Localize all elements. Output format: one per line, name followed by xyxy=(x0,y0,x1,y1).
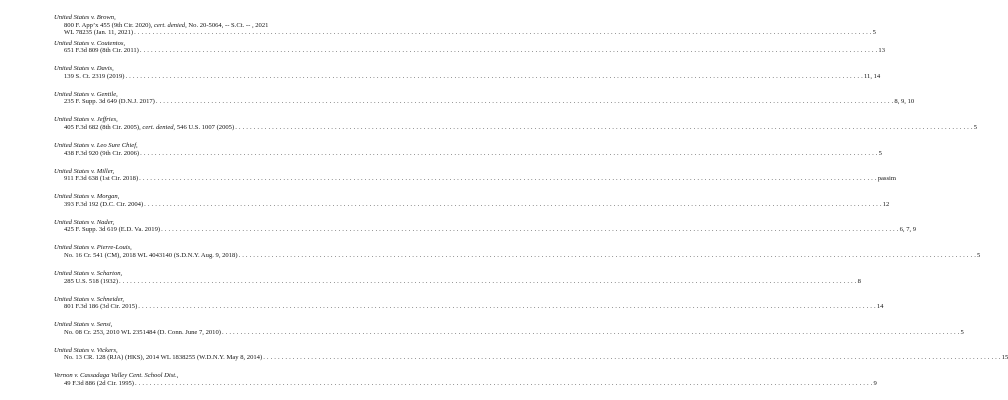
citation-line xyxy=(54,277,861,286)
case-name: United States v. Coutentos, xyxy=(54,39,126,47)
case-name: United States v. Brown, xyxy=(54,14,116,21)
case-name: United States v. Jeffries, xyxy=(54,116,118,124)
dot-leader: . . . . . . . . . . . . . . . . . . . . . . . . . . . . . . . . . . . . . . . . . . . . . . . . . . . . . . . . . . . . . . . . . . . . . . . . . . . . . . . . . . . . . . . . . . . . . . . . . . . . . . . . . . . . . . . . . . . . . . . . . . . . . . . . . . . . . . . . . . . . . . . . . . . . . . . . . . . . . . . . . . . . . . . . . . . . . . . . . . . . . . . . . . . . . . . . . . . . . . . . xyxy=(161,226,899,234)
citation-line xyxy=(54,72,881,81)
dot-leader: . . . . . . . . . . . . . . . . . . . . . . . . . . . . . . . . . . . . . . . . . . . . . . . . . . . . . . . . . . . . . . . . . . . . . . . . . . . . . . . . . . . . . . . . . . . . . . . . . . . . . . . . . . . . . . . . . . . . . . . . . . . . . . . . . . . . . . . . . . . . . . . . . . . . . . . . . . . . . . . . . . . . . . . . . . . . . . . . . . . . . . . . . . . . . . . . . . . . . . . . xyxy=(139,175,877,183)
authority-entry xyxy=(54,141,882,168)
dot-leader: . . . . . . . . . . . . . . . . . . . . . . . . . . . . . . . . . . . . . . . . . . . . . . . . . . . . . . . . . . . . . . . . . . . . . . . . . . . . . . . . . . . . . . . . . . . . . . . . . . . . . . . . . . . . . . . . . . . . . . . . . . . . . . . . . . . . . . . . . . . . . . . . . . . . . . . . . . . . . . . . . . . . . . . . . . . . . . . . . . . . . . . . . . . . . . . . . . . . . . . . xyxy=(125,72,863,80)
citation-line xyxy=(54,303,884,311)
case-name: United States v. Leo Sure Chief, xyxy=(54,141,138,149)
authority-entry xyxy=(54,0,356,14)
dot-leader: . . . . . . . . . . . . . . . . . . . . . . . . . . . . . . . . . . . . . . . . . . . . . . . . . . . . . . . . . . . . . . . . . . . . . . . . . . . . . . . . . . . . . . . . . . . . . . . . . . . . . . . . . . . . . . . . . . . . . . . . . . . . . . . . . . . . . . . . . . . . . . . . . . . . . . . . . . . . . . . . . . . . . . . . . . . . . . . . . . . . . . . . . . . . . . . . . . . . . . . . xyxy=(263,354,1001,362)
citation-line xyxy=(54,29,876,37)
authority-entry xyxy=(54,244,981,270)
citation-line xyxy=(54,328,964,337)
case-name: United States v. Scharton, xyxy=(54,269,123,277)
page-reference: 5 xyxy=(960,328,964,336)
citation-text: 801 F.3d 186 (3d Cir. 2015) xyxy=(64,303,138,311)
authority-entry xyxy=(54,218,917,245)
authority-entry xyxy=(54,39,885,66)
citation-line xyxy=(54,149,882,158)
page-reference: 14 xyxy=(876,303,884,311)
page-reference: 9 xyxy=(873,379,877,387)
dot-leader: . . . . . . . . . . . . . . . . . . . . . . . . . . . . . . . . . . . . . . . . . . . . . . . . . . . . . . . . . . . . . . . . . . . . . . . . . . . . . . . . . . . . . . . . . . . . . . . . . . . . . . . . . . . . . . . . . . . . . . . . . . . . . . . . . . . . . . . . . . . . . . . . . . . . . . . . . . . . . . . . . . . . . . . . . . . . . . . . . . . . . . . . . . . . . . . . . . . . . . . . xyxy=(119,277,857,285)
case-name: United States v. Davis, xyxy=(54,65,114,73)
authority-entry xyxy=(54,372,877,398)
case-name: United States v. Pierre-Louis, xyxy=(54,244,132,252)
page-reference: 5 xyxy=(977,251,981,259)
page-reference: passim xyxy=(877,175,897,183)
page-reference: 8, 9, 10 xyxy=(894,98,915,106)
citation-text: 139 S. Ct. 2319 (2019) xyxy=(64,72,125,80)
authority-entry xyxy=(54,65,881,91)
page-reference: 12 xyxy=(882,200,890,208)
dot-leader: . . . . . . . . . . . . . . . . . . . . . . . . . . . . . . . . . . . . . . . . . . . . . . . . . . . . . . . . . . . . . . . . . . . . . . . . . . . . . . . . . . . . . . . . . . . . . . . . . . . . . . . . . . . . . . . . . . . . . . . . . . . . . . . . . . . . . . . . . . . . . . . . . . . . . . . . . . . . . . . . . . . . . . . . . . . . . . . . . . . . . . . . . . . . . . . . . . . . . . . . xyxy=(235,123,973,131)
dot-leader: . . . . . . . . . . . . . . . . . . . . . . . . . . . . . . . . . . . . . . . . . . . . . . . . . . . . . . . . . . . . . . . . . . . . . . . . . . . . . . . . . . . . . . . . . . . . . . . . . . . . . . . . . . . . . . . . . . . . . . . . . . . . . . . . . . . . . . . . . . . . . . . . . . . . . . . . . . . . . . . . . . . . . . . . . . . . . . . . . . . . . . . . . . . . . . . . . . . . . . . . xyxy=(155,98,894,106)
page-reference: 11, 14 xyxy=(863,72,881,80)
page-reference: 5 xyxy=(878,149,882,157)
authority-entry xyxy=(54,14,876,40)
dot-leader: . . . . . . . . . . . . . . . . . . . . . . . . . . . . . . . . . . . . . . . . . . . . . . . . . . . . . . . . . . . . . . . . . . . . . . . . . . . . . . . . . . . . . . . . . . . . . . . . . . . . . . . . . . . . . . . . . . . . . . . . . . . . . . . . . . . . . . . . . . . . . . . . . . . . . . . . . . . . . . . . . . . . . . . . . . . . . . . . . . . . . . . . . . . . . . . . . . . . . . . . xyxy=(135,379,873,387)
citation-text: 285 U.S. 518 (1932) xyxy=(64,277,119,285)
dot-leader: . . . . . . . . . . . . . . . . . . . . . . . . . . . . . . . . . . . . . . . . . . . . . . . . . . . . . . . . . . . . . . . . . . . . . . . . . . . . . . . . . . . . . . . . . . . . . . . . . . . . . . . . . . . . . . . . . . . . . . . . . . . . . . . . . . . . . . . . . . . . . . . . . . . . . . . . . . . . . . . . . . . . . . . . . . . . . . . . . . . . . . . . . . . . . . . . . . . . . . . . xyxy=(139,47,878,55)
authority-entry xyxy=(54,116,978,142)
page-reference: 13 xyxy=(878,47,885,55)
citation-text: 49 F.3d 886 (2d Cir. 1995) xyxy=(64,379,134,387)
case-name: United States v. Sensi, xyxy=(54,321,113,329)
citation-text: 800 F. App’x 455 (9th Cir. 2020), cert. denied, No. 20-5064, -- S.Ct. -- , 2021 xyxy=(64,21,269,29)
authority-entry xyxy=(54,90,915,117)
authority-entry xyxy=(54,321,964,347)
page-reference: 15 xyxy=(1001,354,1008,362)
case-name: Vernon v. Cassadaga Valley Cent. School Dist., xyxy=(54,372,179,380)
case-name: United States v. Morgan, xyxy=(54,193,120,201)
citation-text: 405 F.3d 682 (8th Cir. 2005), cert. denied, 546 U.S. 1007 (2005) xyxy=(64,123,235,131)
citation-text: 651 F.3d 809 (8th Cir. 2011) xyxy=(64,47,139,55)
citation-text: No. 13 CR. 128 (RJA) (HKS), 2014 WL 1838255 (W.D.N.Y. May 8, 2014) xyxy=(64,354,263,362)
authority-entry xyxy=(54,269,861,296)
citation-line xyxy=(54,123,978,132)
citation-line xyxy=(54,354,1008,362)
citation-line xyxy=(54,200,890,209)
page-reference: 5 xyxy=(872,29,876,37)
case-name: United States v. Gentile, xyxy=(54,90,118,98)
page-reference: 8 xyxy=(857,277,861,285)
citation-line xyxy=(54,98,915,106)
citation-text: 235 F. Supp. 3d 649 (D.N.J. 2017) xyxy=(64,98,155,106)
citation-text: No. 16 Cr. 541 (CM), 2018 WL 4043140 (S.D.N.Y. Aug. 9, 2018) xyxy=(64,251,238,259)
citation-line xyxy=(54,251,981,260)
dot-leader: . . . . . . . . . . . . . . . . . . . . . . . . . . . . . . . . . . . . . . . . . . . . . . . . . . . . . . . . . . . . . . . . . . . . . . . . . . . . . . . . . . . . . . . . . . . . . . . . . . . . . . . . . . . . . . . . . . . . . . . . . . . . . . . . . . . . . . . . . . . . . . . . . . . . . . . . . . . . . . . . . . . . . . . . . . . . . . . . . . . . . . . . . . . . . . . . . . . . . . . . xyxy=(221,328,960,336)
page-reference: 5 xyxy=(973,123,978,131)
case-name: United States v. Miller, xyxy=(54,167,115,175)
authorities-list xyxy=(54,0,1008,398)
dot-leader: . . . . . . . . . . . . . . . . . . . . . . . . . . . . . . . . . . . . . . . . . . . . . . . . . . . . . . . . . . . . . . . . . . . . . . . . . . . . . . . . . . . . . . . . . . . . . . . . . . . . . . . . . . . . . . . . . . . . . . . . . . . . . . . . . . . . . . . . . . . . . . . . . . . . . . . . . . . . . . . . . . . . . . . . . . . . . . . . . . . . . . . . . . . . . . . . . . . . . . . . xyxy=(134,29,872,37)
page-reference: 6, 7, 9 xyxy=(899,226,917,234)
citation-line xyxy=(54,379,877,388)
authority-entry xyxy=(54,193,890,219)
case-name: United States v. Nader, xyxy=(54,218,115,226)
case-name: United States v. Vickers, xyxy=(54,346,118,354)
authority-entry xyxy=(54,346,1008,373)
dot-leader: . . . . . . . . . . . . . . . . . . . . . . . . . . . . . . . . . . . . . . . . . . . . . . . . . . . . . . . . . . . . . . . . . . . . . . . . . . . . . . . . . . . . . . . . . . . . . . . . . . . . . . . . . . . . . . . . . . . . . . . . . . . . . . . . . . . . . . . . . . . . . . . . . . . . . . . . . . . . . . . . . . . . . . . . . . . . . . . . . . . . . . . . . . . . . . . . . . . . . . . . xyxy=(144,200,882,208)
citation-line xyxy=(54,226,917,234)
citation-text: 393 F.3d 192 (D.C. Cir. 2004) xyxy=(64,200,144,208)
citation-text: 438 F.3d 920 (9th Cir. 2006) xyxy=(64,149,140,157)
authority-entry xyxy=(54,167,897,194)
citation-text: 911 F.3d 638 (1st Cir. 2018) xyxy=(64,175,139,183)
citation-text: 425 F. Supp. 3d 619 (E.D. Va. 2019) xyxy=(64,226,161,234)
case-name: United States v. Schneider, xyxy=(54,295,125,303)
dot-leader: . . . . . . . . . . . . . . . . . . . . . . . . . . . . . . . . . . . . . . . . . . . . . . . . . . . . . . . . . . . . . . . . . . . . . . . . . . . . . . . . . . . . . . . . . . . . . . . . . . . . . . . . . . . . . . . . . . . . . . . . . . . . . . . . . . . . . . . . . . . . . . . . . . . . . . . . . . . . . . . . . . . . . . . . . . . . . . . . . . . . . . . . . . . . . . . . . . . . . . . . xyxy=(238,251,977,259)
citation-text: WL 78235 (Jan. 11, 2021) xyxy=(64,29,134,37)
citation-line xyxy=(54,47,885,55)
dot-leader: . . . . . . . . . . . . . . . . . . . . . . . . . . . . . . . . . . . . . . . . . . . . . . . . . . . . . . . . . . . . . . . . . . . . . . . . . . . . . . . . . . . . . . . . . . . . . . . . . . . . . . . . . . . . . . . . . . . . . . . . . . . . . . . . . . . . . . . . . . . . . . . . . . . . . . . . . . . . . . . . . . . . . . . . . . . . . . . . . . . . . . . . . . . . . . . . . . . . . . . . xyxy=(138,303,876,311)
authority-entry xyxy=(54,295,884,322)
citation-text: No. 08 Cr. 253, 2010 WL 2351484 (D. Conn. June 7, 2010) xyxy=(64,328,221,336)
dot-leader: . . . . . . . . . . . . . . . . . . . . . . . . . . . . . . . . . . . . . . . . . . . . . . . . . . . . . . . . . . . . . . . . . . . . . . . . . . . . . . . . . . . . . . . . . . . . . . . . . . . . . . . . . . . . . . . . . . . . . . . . . . . . . . . . . . . . . . . . . . . . . . . . . . . . . . . . . . . . . . . . . . . . . . . . . . . . . . . . . . . . . . . . . . . . . . . . . . . . . . . . xyxy=(140,149,878,157)
citation-line xyxy=(54,175,897,183)
